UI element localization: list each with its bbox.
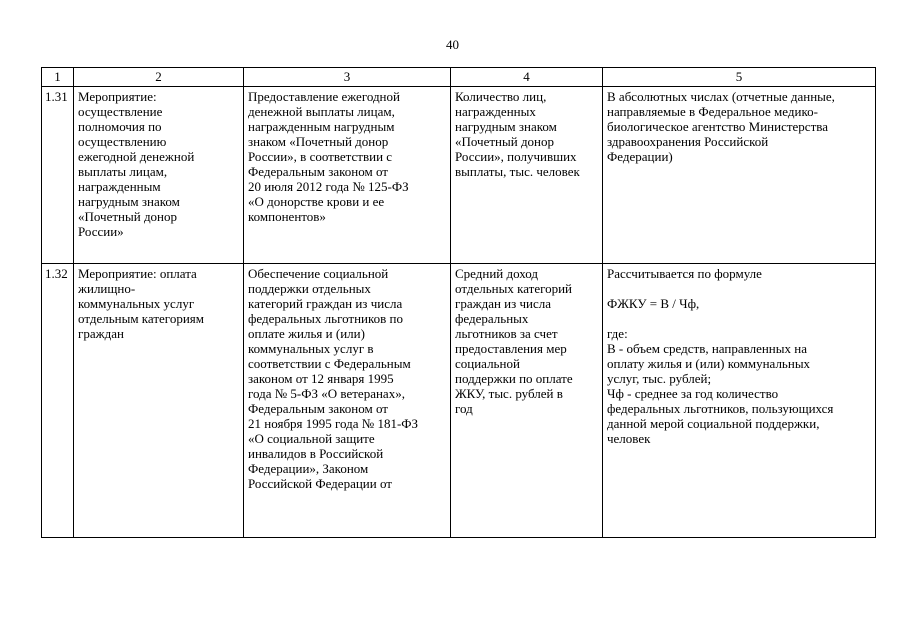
calculation-method-cell: Рассчитывается по формуле ФЖКУ = В / Чф, где: В - объем средств, направленных на оплату жилья и (или) коммунальных услуг, тыс. рублей; Чф - среднее за год количество федеральных льготников, пользующихся данной мерой социальной поддержки, человек xyxy=(603,264,876,538)
table-header-row xyxy=(42,68,876,87)
indicator-cell: Средний доход отдельных категорий граждан из числа федеральных льготников за счет предоставления мер социальной поддержки по оплате ЖКУ, тыс. рублей в год xyxy=(451,264,603,538)
row-number: 1.32 xyxy=(42,264,74,538)
row-number: 1.31 xyxy=(42,87,74,264)
column-header-3: 3 xyxy=(244,68,451,87)
column-header-5: 5 xyxy=(603,68,876,87)
table-row xyxy=(42,87,876,264)
indicator-cell: Количество лиц, награжденных нагрудным знаком «Почетный донор России», получивших выплаты, тыс. человек xyxy=(451,87,603,264)
page-number: 40 xyxy=(446,37,459,52)
column-header-2: 2 xyxy=(74,68,244,87)
measure-description-cell: Обеспечение социальной поддержки отдельных категорий граждан из числа федеральных льготников по оплате жилья и (или) коммунальных услуг в соответствии с Федеральным законом от 12 января 1995 года № 5-ФЗ «О ветеранах», Федеральным законом от 21 ноября 1995 года № 181-ФЗ «О социальной защите инвалидов в Российской Федерации», Законом Российской Федерации от xyxy=(244,264,451,538)
measure-name-cell: Мероприятие: оплата жилищно- коммунальных услуг отдельным категориям граждан xyxy=(74,264,244,538)
measure-description-cell: Предоставление ежегодной денежной выплаты лицам, награжденным нагрудным знаком «Почетный донор России», в соответствии с Федеральным законом от 20 июля 2012 года № 125-ФЗ «О донорстве крови и ее компонентов» xyxy=(244,87,451,264)
indicators-table xyxy=(41,67,876,538)
table-row xyxy=(42,264,876,538)
column-header-1: 1 xyxy=(42,68,74,87)
column-header-4: 4 xyxy=(451,68,603,87)
measure-name-cell: Мероприятие: осуществление полномочия по осуществлению ежегодной денежной выплаты лицам, награжденным нагрудным знаком «Почетный донор России» xyxy=(74,87,244,264)
calculation-method-cell: В абсолютных числах (отчетные данные, направляемые в Федеральное медико- биологическое агентство Министерства здравоохранения Российской Федерации) xyxy=(603,87,876,264)
